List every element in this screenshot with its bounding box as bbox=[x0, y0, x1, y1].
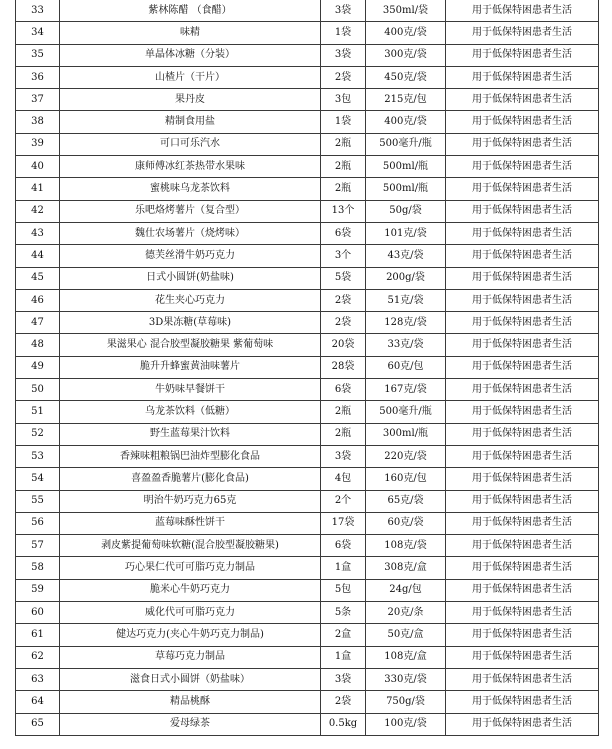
quantity-cell: 20袋 bbox=[321, 334, 366, 356]
table-row bbox=[16, 178, 599, 200]
purpose-cell: 用于低保特困患者生活 bbox=[446, 133, 599, 155]
table-row bbox=[16, 512, 599, 534]
specification-cell: 50克/盒 bbox=[366, 624, 446, 646]
quantity-cell: 3包 bbox=[321, 89, 366, 111]
table-row bbox=[16, 312, 599, 334]
item-name-cell: 脆升升蜂蜜黄油味薯片 bbox=[60, 356, 321, 378]
specification-cell: 160克/包 bbox=[366, 468, 446, 490]
table-row bbox=[16, 401, 599, 423]
row-number-cell: 43 bbox=[16, 222, 60, 244]
row-number-cell: 52 bbox=[16, 423, 60, 445]
item-name-cell: 滋食日式小圆饼（奶盐味） bbox=[60, 668, 321, 690]
specification-cell: 220克/袋 bbox=[366, 445, 446, 467]
purpose-cell: 用于低保特困患者生活 bbox=[446, 44, 599, 66]
purpose-cell: 用于低保特困患者生活 bbox=[446, 0, 599, 22]
specification-cell: 33克/袋 bbox=[366, 334, 446, 356]
item-name-cell: 剥皮紫提葡萄味软糖(混合胶型凝胶糖果) bbox=[60, 535, 321, 557]
item-name-cell: 康师傅冰红茶热带水果味 bbox=[60, 156, 321, 178]
specification-cell: 350ml/袋 bbox=[366, 0, 446, 22]
table-row bbox=[16, 490, 599, 512]
item-name-cell: 精品桃酥 bbox=[60, 691, 321, 713]
item-name-cell: 乌龙茶饮料（低糖） bbox=[60, 401, 321, 423]
quantity-cell: 2瓶 bbox=[321, 133, 366, 155]
quantity-cell: 4包 bbox=[321, 468, 366, 490]
item-name-cell: 果丹皮 bbox=[60, 89, 321, 111]
specification-cell: 101克/袋 bbox=[366, 222, 446, 244]
table-row bbox=[16, 89, 599, 111]
item-name-cell: 巧心果仁代可可脂巧克力制品 bbox=[60, 557, 321, 579]
specification-cell: 500ml/瓶 bbox=[366, 156, 446, 178]
table-row bbox=[16, 602, 599, 624]
purpose-cell: 用于低保特困患者生活 bbox=[446, 468, 599, 490]
table-row bbox=[16, 0, 599, 22]
quantity-cell: 2瓶 bbox=[321, 423, 366, 445]
purpose-cell: 用于低保特困患者生活 bbox=[446, 646, 599, 668]
specification-cell: 500ml/瓶 bbox=[366, 178, 446, 200]
row-number-cell: 45 bbox=[16, 267, 60, 289]
quantity-cell: 6袋 bbox=[321, 222, 366, 244]
purpose-cell: 用于低保特困患者生活 bbox=[446, 66, 599, 88]
row-number-cell: 65 bbox=[16, 713, 60, 735]
specification-cell: 60克/包 bbox=[366, 356, 446, 378]
quantity-cell: 2盒 bbox=[321, 624, 366, 646]
purpose-cell: 用于低保特困患者生活 bbox=[446, 111, 599, 133]
table-row bbox=[16, 44, 599, 66]
specification-cell: 200g/袋 bbox=[366, 267, 446, 289]
row-number-cell: 47 bbox=[16, 312, 60, 334]
row-number-cell: 39 bbox=[16, 133, 60, 155]
item-name-cell: 蜜桃味乌龙茶饮料 bbox=[60, 178, 321, 200]
purpose-cell: 用于低保特困患者生活 bbox=[446, 289, 599, 311]
specification-cell: 167克/袋 bbox=[366, 379, 446, 401]
specification-cell: 400克/袋 bbox=[366, 22, 446, 44]
quantity-cell: 3袋 bbox=[321, 445, 366, 467]
table-row bbox=[16, 423, 599, 445]
row-number-cell: 56 bbox=[16, 512, 60, 534]
purpose-cell: 用于低保特困患者生活 bbox=[446, 490, 599, 512]
purpose-cell: 用于低保特困患者生活 bbox=[446, 445, 599, 467]
row-number-cell: 49 bbox=[16, 356, 60, 378]
row-number-cell: 59 bbox=[16, 579, 60, 601]
table-row bbox=[16, 334, 599, 356]
item-name-cell: 爱母绿茶 bbox=[60, 713, 321, 735]
specification-cell: 20克/条 bbox=[366, 602, 446, 624]
specification-cell: 50g/袋 bbox=[366, 200, 446, 222]
specification-cell: 108克/盒 bbox=[366, 646, 446, 668]
row-number-cell: 55 bbox=[16, 490, 60, 512]
purpose-cell: 用于低保特困患者生活 bbox=[446, 401, 599, 423]
row-number-cell: 35 bbox=[16, 44, 60, 66]
quantity-cell: 5袋 bbox=[321, 267, 366, 289]
item-name-cell: 明治牛奶巧克力65克 bbox=[60, 490, 321, 512]
table-row bbox=[16, 200, 599, 222]
row-number-cell: 46 bbox=[16, 289, 60, 311]
item-name-cell: 味精 bbox=[60, 22, 321, 44]
specification-cell: 215克/包 bbox=[366, 89, 446, 111]
purpose-cell: 用于低保特困患者生活 bbox=[446, 200, 599, 222]
table-row bbox=[16, 535, 599, 557]
item-name-cell: 威化代可可脂巧克力 bbox=[60, 602, 321, 624]
row-number-cell: 57 bbox=[16, 535, 60, 557]
table-row bbox=[16, 646, 599, 668]
table-row bbox=[16, 289, 599, 311]
table-row bbox=[16, 468, 599, 490]
item-name-cell: 3D果冻糖(草莓味) bbox=[60, 312, 321, 334]
specification-cell: 300ml/瓶 bbox=[366, 423, 446, 445]
item-name-cell: 蓝莓味酥性饼干 bbox=[60, 512, 321, 534]
item-name-cell: 花生夹心巧克力 bbox=[60, 289, 321, 311]
quantity-cell: 6袋 bbox=[321, 535, 366, 557]
purpose-cell: 用于低保特困患者生活 bbox=[446, 713, 599, 735]
item-name-cell: 野生蓝莓果汁饮料 bbox=[60, 423, 321, 445]
item-name-cell: 山楂片（干片） bbox=[60, 66, 321, 88]
row-number-cell: 33 bbox=[16, 0, 60, 22]
quantity-cell: 2瓶 bbox=[321, 178, 366, 200]
specification-cell: 128克/袋 bbox=[366, 312, 446, 334]
item-name-cell: 德芙丝滑牛奶巧克力 bbox=[60, 245, 321, 267]
row-number-cell: 38 bbox=[16, 111, 60, 133]
item-name-cell: 日式小圆饼(奶盐味) bbox=[60, 267, 321, 289]
quantity-cell: 1袋 bbox=[321, 111, 366, 133]
quantity-cell: 1盒 bbox=[321, 557, 366, 579]
specification-cell: 450克/袋 bbox=[366, 66, 446, 88]
table-row bbox=[16, 111, 599, 133]
quantity-cell: 2个 bbox=[321, 490, 366, 512]
specification-cell: 330克/袋 bbox=[366, 668, 446, 690]
quantity-cell: 13个 bbox=[321, 200, 366, 222]
table-row bbox=[16, 379, 599, 401]
table-row bbox=[16, 713, 599, 735]
quantity-cell: 2袋 bbox=[321, 289, 366, 311]
row-number-cell: 63 bbox=[16, 668, 60, 690]
row-number-cell: 61 bbox=[16, 624, 60, 646]
purpose-cell: 用于低保特困患者生活 bbox=[446, 691, 599, 713]
specification-cell: 60克/袋 bbox=[366, 512, 446, 534]
purpose-cell: 用于低保特困患者生活 bbox=[446, 245, 599, 267]
purpose-cell: 用于低保特困患者生活 bbox=[446, 222, 599, 244]
specification-cell: 308克/盒 bbox=[366, 557, 446, 579]
purpose-cell: 用于低保特困患者生活 bbox=[446, 557, 599, 579]
purpose-cell: 用于低保特困患者生活 bbox=[446, 624, 599, 646]
row-number-cell: 40 bbox=[16, 156, 60, 178]
quantity-cell: 2瓶 bbox=[321, 401, 366, 423]
quantity-cell: 2袋 bbox=[321, 66, 366, 88]
quantity-cell: 1盒 bbox=[321, 646, 366, 668]
table-row bbox=[16, 222, 599, 244]
table-row bbox=[16, 579, 599, 601]
table-row bbox=[16, 245, 599, 267]
item-name-cell: 健达巧克力(夹心牛奶巧克力制品) bbox=[60, 624, 321, 646]
item-name-cell: 乐吧烙烤薯片（复合型） bbox=[60, 200, 321, 222]
quantity-cell: 0.5kg bbox=[321, 713, 366, 735]
row-number-cell: 37 bbox=[16, 89, 60, 111]
purpose-cell: 用于低保特困患者生活 bbox=[446, 334, 599, 356]
table-row bbox=[16, 156, 599, 178]
specification-cell: 108克/袋 bbox=[366, 535, 446, 557]
row-number-cell: 62 bbox=[16, 646, 60, 668]
specification-cell: 750g/袋 bbox=[366, 691, 446, 713]
table-row bbox=[16, 691, 599, 713]
table-row bbox=[16, 267, 599, 289]
quantity-cell: 2袋 bbox=[321, 312, 366, 334]
quantity-cell: 5条 bbox=[321, 602, 366, 624]
row-number-cell: 54 bbox=[16, 468, 60, 490]
purpose-cell: 用于低保特困患者生活 bbox=[446, 535, 599, 557]
quantity-cell: 17袋 bbox=[321, 512, 366, 534]
row-number-cell: 64 bbox=[16, 691, 60, 713]
quantity-cell: 1袋 bbox=[321, 22, 366, 44]
table-row bbox=[16, 668, 599, 690]
specification-cell: 500毫升/瓶 bbox=[366, 133, 446, 155]
row-number-cell: 36 bbox=[16, 66, 60, 88]
table-row bbox=[16, 445, 599, 467]
item-name-cell: 果滋果心 混合胶型凝胶糖果 紫葡萄味 bbox=[60, 334, 321, 356]
specification-cell: 500毫升/瓶 bbox=[366, 401, 446, 423]
item-name-cell: 草莓巧克力制品 bbox=[60, 646, 321, 668]
quantity-cell: 3袋 bbox=[321, 668, 366, 690]
table-row bbox=[16, 66, 599, 88]
item-name-cell: 喜盈盈香脆薯片(膨化食品) bbox=[60, 468, 321, 490]
table-row bbox=[16, 22, 599, 44]
item-name-cell: 单晶体冰糖（分装） bbox=[60, 44, 321, 66]
item-name-cell: 精制食用盐 bbox=[60, 111, 321, 133]
purpose-cell: 用于低保特困患者生活 bbox=[446, 579, 599, 601]
purpose-cell: 用于低保特困患者生活 bbox=[446, 312, 599, 334]
specification-cell: 300克/袋 bbox=[366, 44, 446, 66]
specification-cell: 43克/袋 bbox=[366, 245, 446, 267]
table-row bbox=[16, 624, 599, 646]
purpose-cell: 用于低保特困患者生活 bbox=[446, 512, 599, 534]
purpose-cell: 用于低保特困患者生活 bbox=[446, 267, 599, 289]
item-name-cell: 魏仕农场薯片（烧烤味） bbox=[60, 222, 321, 244]
row-number-cell: 58 bbox=[16, 557, 60, 579]
row-number-cell: 34 bbox=[16, 22, 60, 44]
row-number-cell: 41 bbox=[16, 178, 60, 200]
specification-cell: 100克/袋 bbox=[366, 713, 446, 735]
purpose-cell: 用于低保特困患者生活 bbox=[446, 22, 599, 44]
row-number-cell: 51 bbox=[16, 401, 60, 423]
item-name-cell: 牛奶味早餐饼干 bbox=[60, 379, 321, 401]
donation-list-table bbox=[15, 0, 599, 736]
purpose-cell: 用于低保特困患者生活 bbox=[446, 602, 599, 624]
quantity-cell: 3个 bbox=[321, 245, 366, 267]
row-number-cell: 50 bbox=[16, 379, 60, 401]
specification-cell: 400克/袋 bbox=[366, 111, 446, 133]
specification-cell: 51克/袋 bbox=[366, 289, 446, 311]
quantity-cell: 28袋 bbox=[321, 356, 366, 378]
purpose-cell: 用于低保特困患者生活 bbox=[446, 379, 599, 401]
purpose-cell: 用于低保特困患者生活 bbox=[446, 668, 599, 690]
quantity-cell: 2袋 bbox=[321, 691, 366, 713]
quantity-cell: 2瓶 bbox=[321, 156, 366, 178]
item-name-cell: 紫林陈醋 （食醋） bbox=[60, 0, 321, 22]
item-name-cell: 香辣味粗粮锅巴油炸型膨化食品 bbox=[60, 445, 321, 467]
quantity-cell: 3袋 bbox=[321, 0, 366, 22]
table-body bbox=[16, 0, 599, 735]
purpose-cell: 用于低保特困患者生活 bbox=[446, 89, 599, 111]
table-row bbox=[16, 356, 599, 378]
row-number-cell: 42 bbox=[16, 200, 60, 222]
specification-cell: 65克/袋 bbox=[366, 490, 446, 512]
purpose-cell: 用于低保特困患者生活 bbox=[446, 178, 599, 200]
table-row bbox=[16, 557, 599, 579]
quantity-cell: 5包 bbox=[321, 579, 366, 601]
row-number-cell: 60 bbox=[16, 602, 60, 624]
purpose-cell: 用于低保特困患者生活 bbox=[446, 156, 599, 178]
row-number-cell: 53 bbox=[16, 445, 60, 467]
item-name-cell: 脆米心牛奶巧克力 bbox=[60, 579, 321, 601]
purpose-cell: 用于低保特困患者生活 bbox=[446, 356, 599, 378]
purpose-cell: 用于低保特困患者生活 bbox=[446, 423, 599, 445]
quantity-cell: 6袋 bbox=[321, 379, 366, 401]
quantity-cell: 3袋 bbox=[321, 44, 366, 66]
item-name-cell: 可口可乐汽水 bbox=[60, 133, 321, 155]
row-number-cell: 48 bbox=[16, 334, 60, 356]
row-number-cell: 44 bbox=[16, 245, 60, 267]
specification-cell: 24g/包 bbox=[366, 579, 446, 601]
table-row bbox=[16, 133, 599, 155]
